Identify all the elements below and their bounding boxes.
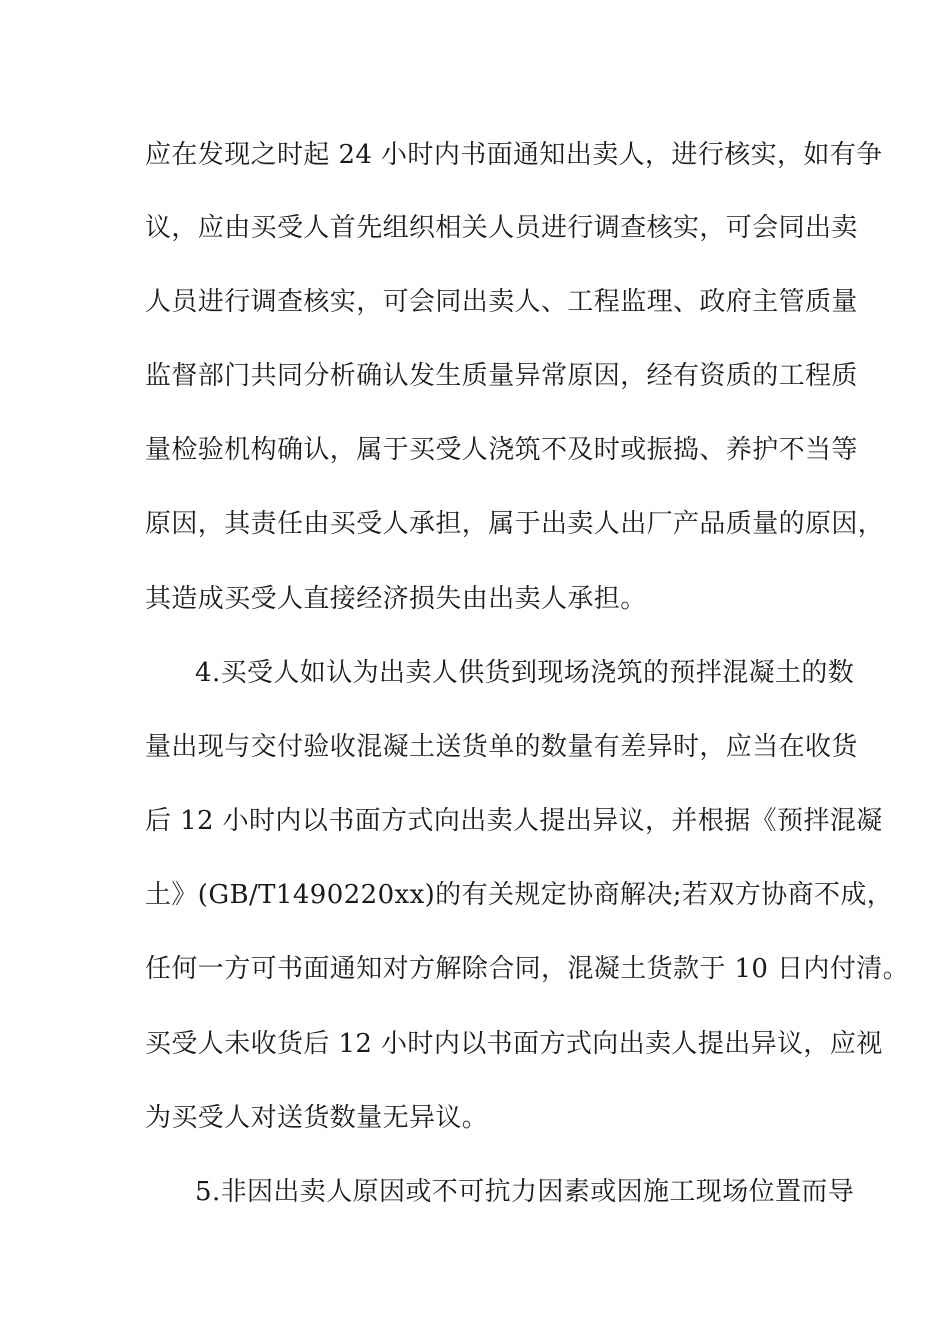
text-line-8: 4.买受人如认为出卖人供货到现场浇筑的预拌混凝土的数 bbox=[195, 658, 855, 688]
text-line-13: 买受人未收货后 12 小时内以书面方式向出卖人提出异议，应视 bbox=[145, 1029, 883, 1059]
text-line-1: 应在发现之时起 24 小时内书面通知出卖人，进行核实，如有争 bbox=[145, 140, 883, 170]
text-line-11: 土》(GB/T1490220xx)的有关规定协商解决;若双方协商不成， bbox=[145, 880, 894, 910]
text-line-4: 监督部门共同分析确认发生质量异常原因，经有资质的工程质 bbox=[145, 361, 858, 391]
text-line-10: 后 12 小时内以书面方式向出卖人提出异议，并根据《预拌混凝 bbox=[145, 806, 883, 836]
text-line-15: 5.非因出卖人原因或不可抗力因素或因施工现场位置而导 bbox=[195, 1177, 855, 1207]
text-line-14: 为买受人对送货数量无异议。 bbox=[145, 1103, 489, 1133]
text-line-6: 原因，其责任由买受人承担，属于出卖人出厂产品质量的原因， bbox=[145, 509, 885, 539]
text-line-3: 人员进行调查核实，可会同出卖人、工程监理、政府主管质量 bbox=[145, 287, 858, 317]
text-line-5: 量检验机构确认，属于买受人浇筑不及时或振捣、养护不当等 bbox=[145, 435, 858, 465]
text-line-2: 议，应由买受人首先组织相关人员进行调查核实，可会同出卖 bbox=[145, 213, 858, 243]
text-line-9: 量出现与交付验收混凝土送货单的数量有差异时，应当在收货 bbox=[145, 732, 858, 762]
text-line-12: 任何一方可书面通知对方解除合同，混凝土货款于 10 日内付清。 bbox=[145, 954, 910, 984]
text-line-7: 其造成买受人直接经济损失由出卖人承担。 bbox=[145, 584, 647, 614]
